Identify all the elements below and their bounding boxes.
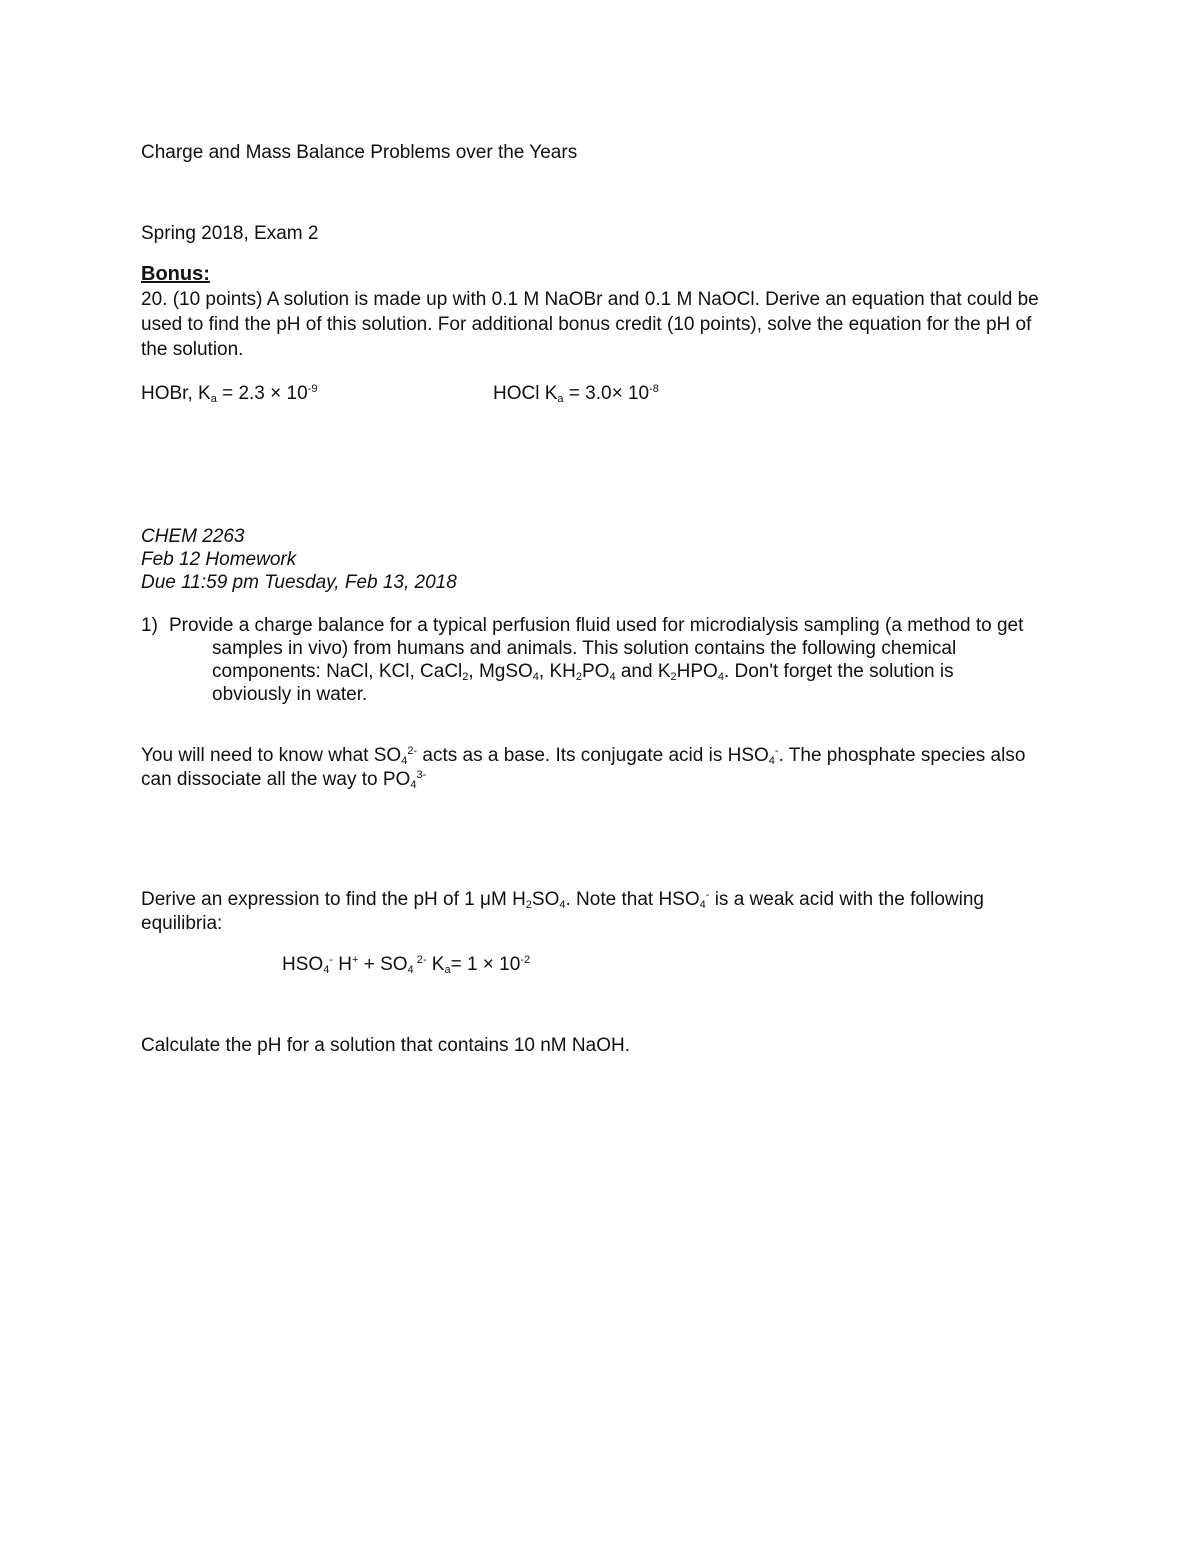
bonus-heading: Bonus: [141,263,210,285]
due-date: Due 11:59 pm Tuesday, Feb 13, 2018 [141,572,457,593]
q1-line: Provide a charge balance for a typical perfusion fluid used for microdialysis sampling (a method to get [169,615,1024,636]
document-title: Charge and Mass Balance Problems over the Years [141,142,578,163]
hocl-ka: HOCl $K_a = 3.0\times 10^{-8}$ [493,383,659,405]
course-code: CHEM 2263 [141,526,245,547]
equilibrium-equation: $HSO_4^-$ $H^+ + SO_4$ $^{2-}$ $K_a= 1 \times 10^{-2}$ [282,954,531,976]
question-1 [141,614,1061,706]
derive-question: Derive an expression to find the pH of 1 μM $H_2SO_4$. Note that $HSO_4^-$ is a weak acid with the following equilibria: [141,889,985,934]
homework-name: Feb 12 Homework [141,549,297,570]
question-number: 1) [141,615,158,636]
bonus-question: 20. (10 points) A solution is made up with 0.1 M NaOBr and 0.1 M NaOCl. Derive an equation that could be used to find the pH of this solution. For additional bonus credit (10 points), solve the equation for the pH of the solution. [141,289,1039,360]
homework-header [141,525,457,594]
q1-line: samples in vivo) from humans and animals. This solution contains the following chemical [212,638,957,659]
exam-label: Spring 2018, Exam 2 [141,223,319,244]
sulfate-note: You will need to know what $SO_4^{2-}$ acts as a base. Its conjugate acid is $HSO_4^-$. The phosphate species also can dissociate all the way to $PO_4^{3-}$ [141,745,1026,791]
q1-components-line: components: NaCl, KCl, CaCl$_2$, MgSO$_4$, $KH_2PO_4$ and $K_2HPO_4$. Don't forget the solution is [212,661,954,683]
q1-line: obviously in water. [212,684,368,705]
hobr-ka: HOBr, $K_a = 2.3 \times 10^{-9}$ [141,383,318,405]
calculate-question: Calculate the pH for a solution that contains 10 nM NaOH. [141,1035,630,1056]
